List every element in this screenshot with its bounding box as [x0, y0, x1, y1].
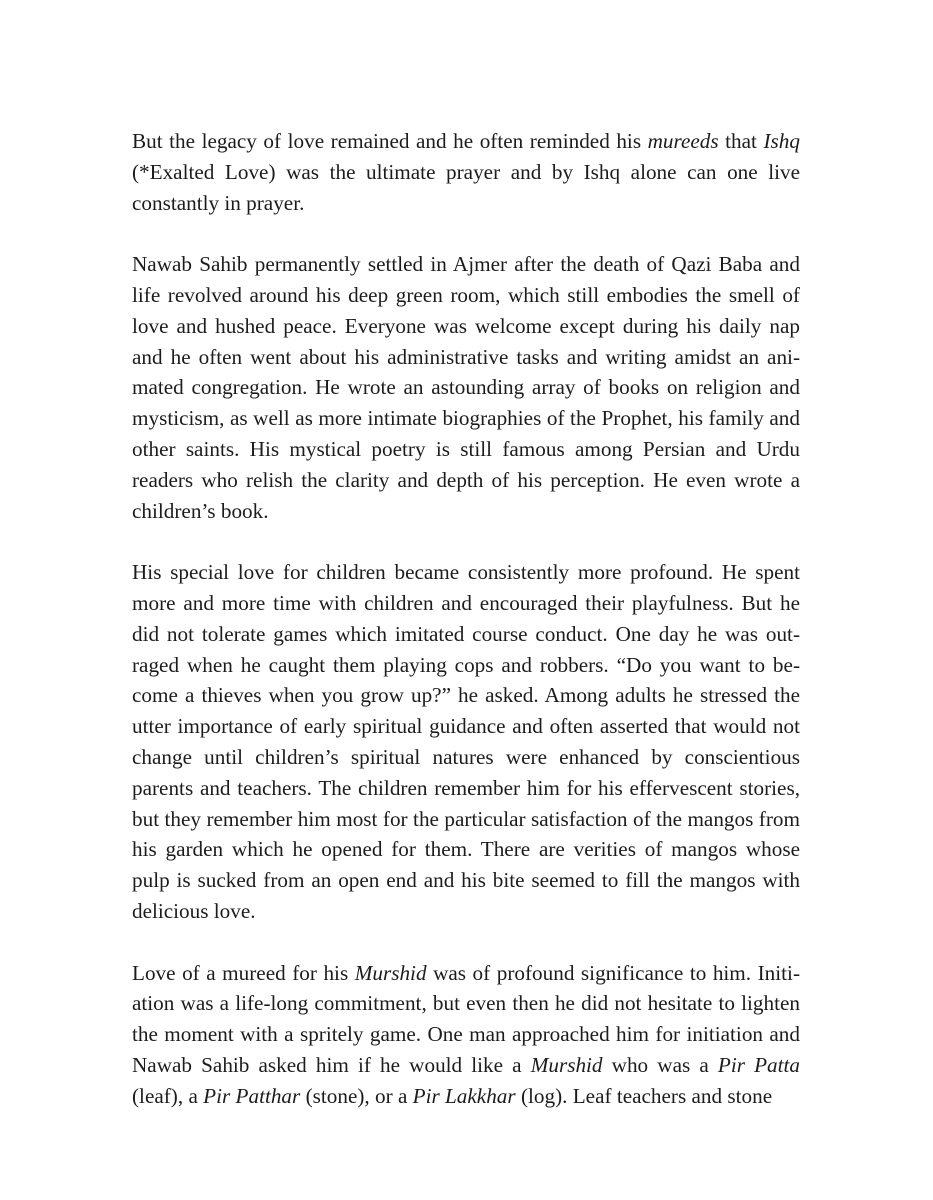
text-run: that: [718, 129, 764, 153]
text-run: who was a: [602, 1052, 718, 1077]
text-run: His special love for children became consistently more profound. He spent more and more time with children and encouraged their playfulness. But he did not tolerate games which imitated course conduct. One day he was outraged when he caught them playing cops and robbers. “Do you want to become a thieves when you grow up?” he asked. Among adults he stressed the utter importance of early spiritual guidance and often asserted that would not change until children’s spiritual natures were enhanced by conscientious parents and teachers. The children remember him for his effervescent stories, but they remember him most for the particular satisfaction of the mangos from his garden which he opened for them. There are verities of mangos whose pulp is sucked from an open end and his bite seemed to fill the mangos with delicious love.: [132, 560, 800, 923]
italic-term: Pir Patta: [717, 1052, 800, 1077]
italic-term: Pir Lakkhar: [412, 1083, 516, 1108]
body-text: [132, 126, 800, 1112]
text-run: Love of a mureed for his: [132, 960, 355, 985]
text-run: (leaf), a: [132, 1083, 204, 1108]
italic-term: Murshid: [354, 960, 427, 985]
text-run: was of profound significance to him. Initiation was a life-long commitment, but even then he did not hesitate to lighten the moment with a spritely game. One man approached him for initiation and Nawab Sahib asked him if he would like a: [132, 960, 800, 1077]
italic-term: Pir Patthar: [203, 1083, 301, 1108]
text-run: Nawab Sahib permanently settled in Ajmer after the death of Qazi Baba and life revolved around his deep green room, which still embodies the smell of love and hushed peace. Everyone was welcome except during his daily nap and he often went about his administrative tasks and writing amidst an animated congregation. He wrote an astounding array of books on religion and mysticism, as well as more intimate biographies of the Prophet, his family and other saints. His mystical poetry is still famous among Persian and Urdu readers who relish the clarity and depth of his perception. He even wrote a children’s book.: [132, 252, 800, 523]
italic-term: mureeds: [647, 129, 719, 153]
text-run: (log). Leaf teachers and stone: [515, 1083, 773, 1108]
text-run: (*Exalted Love) was the ultimate prayer and by Ishq alone can one live constantly in prayer.: [132, 159, 800, 215]
text-run: (stone), or a: [300, 1083, 413, 1108]
italic-term: Ishq: [763, 129, 800, 153]
paragraph: [132, 958, 800, 1112]
paragraph: [132, 557, 800, 927]
paragraph: [132, 126, 800, 218]
paragraph: [132, 249, 800, 526]
text-run: But the legacy of love remained and he often reminded his: [132, 129, 648, 153]
italic-term: Murshid: [530, 1052, 603, 1077]
